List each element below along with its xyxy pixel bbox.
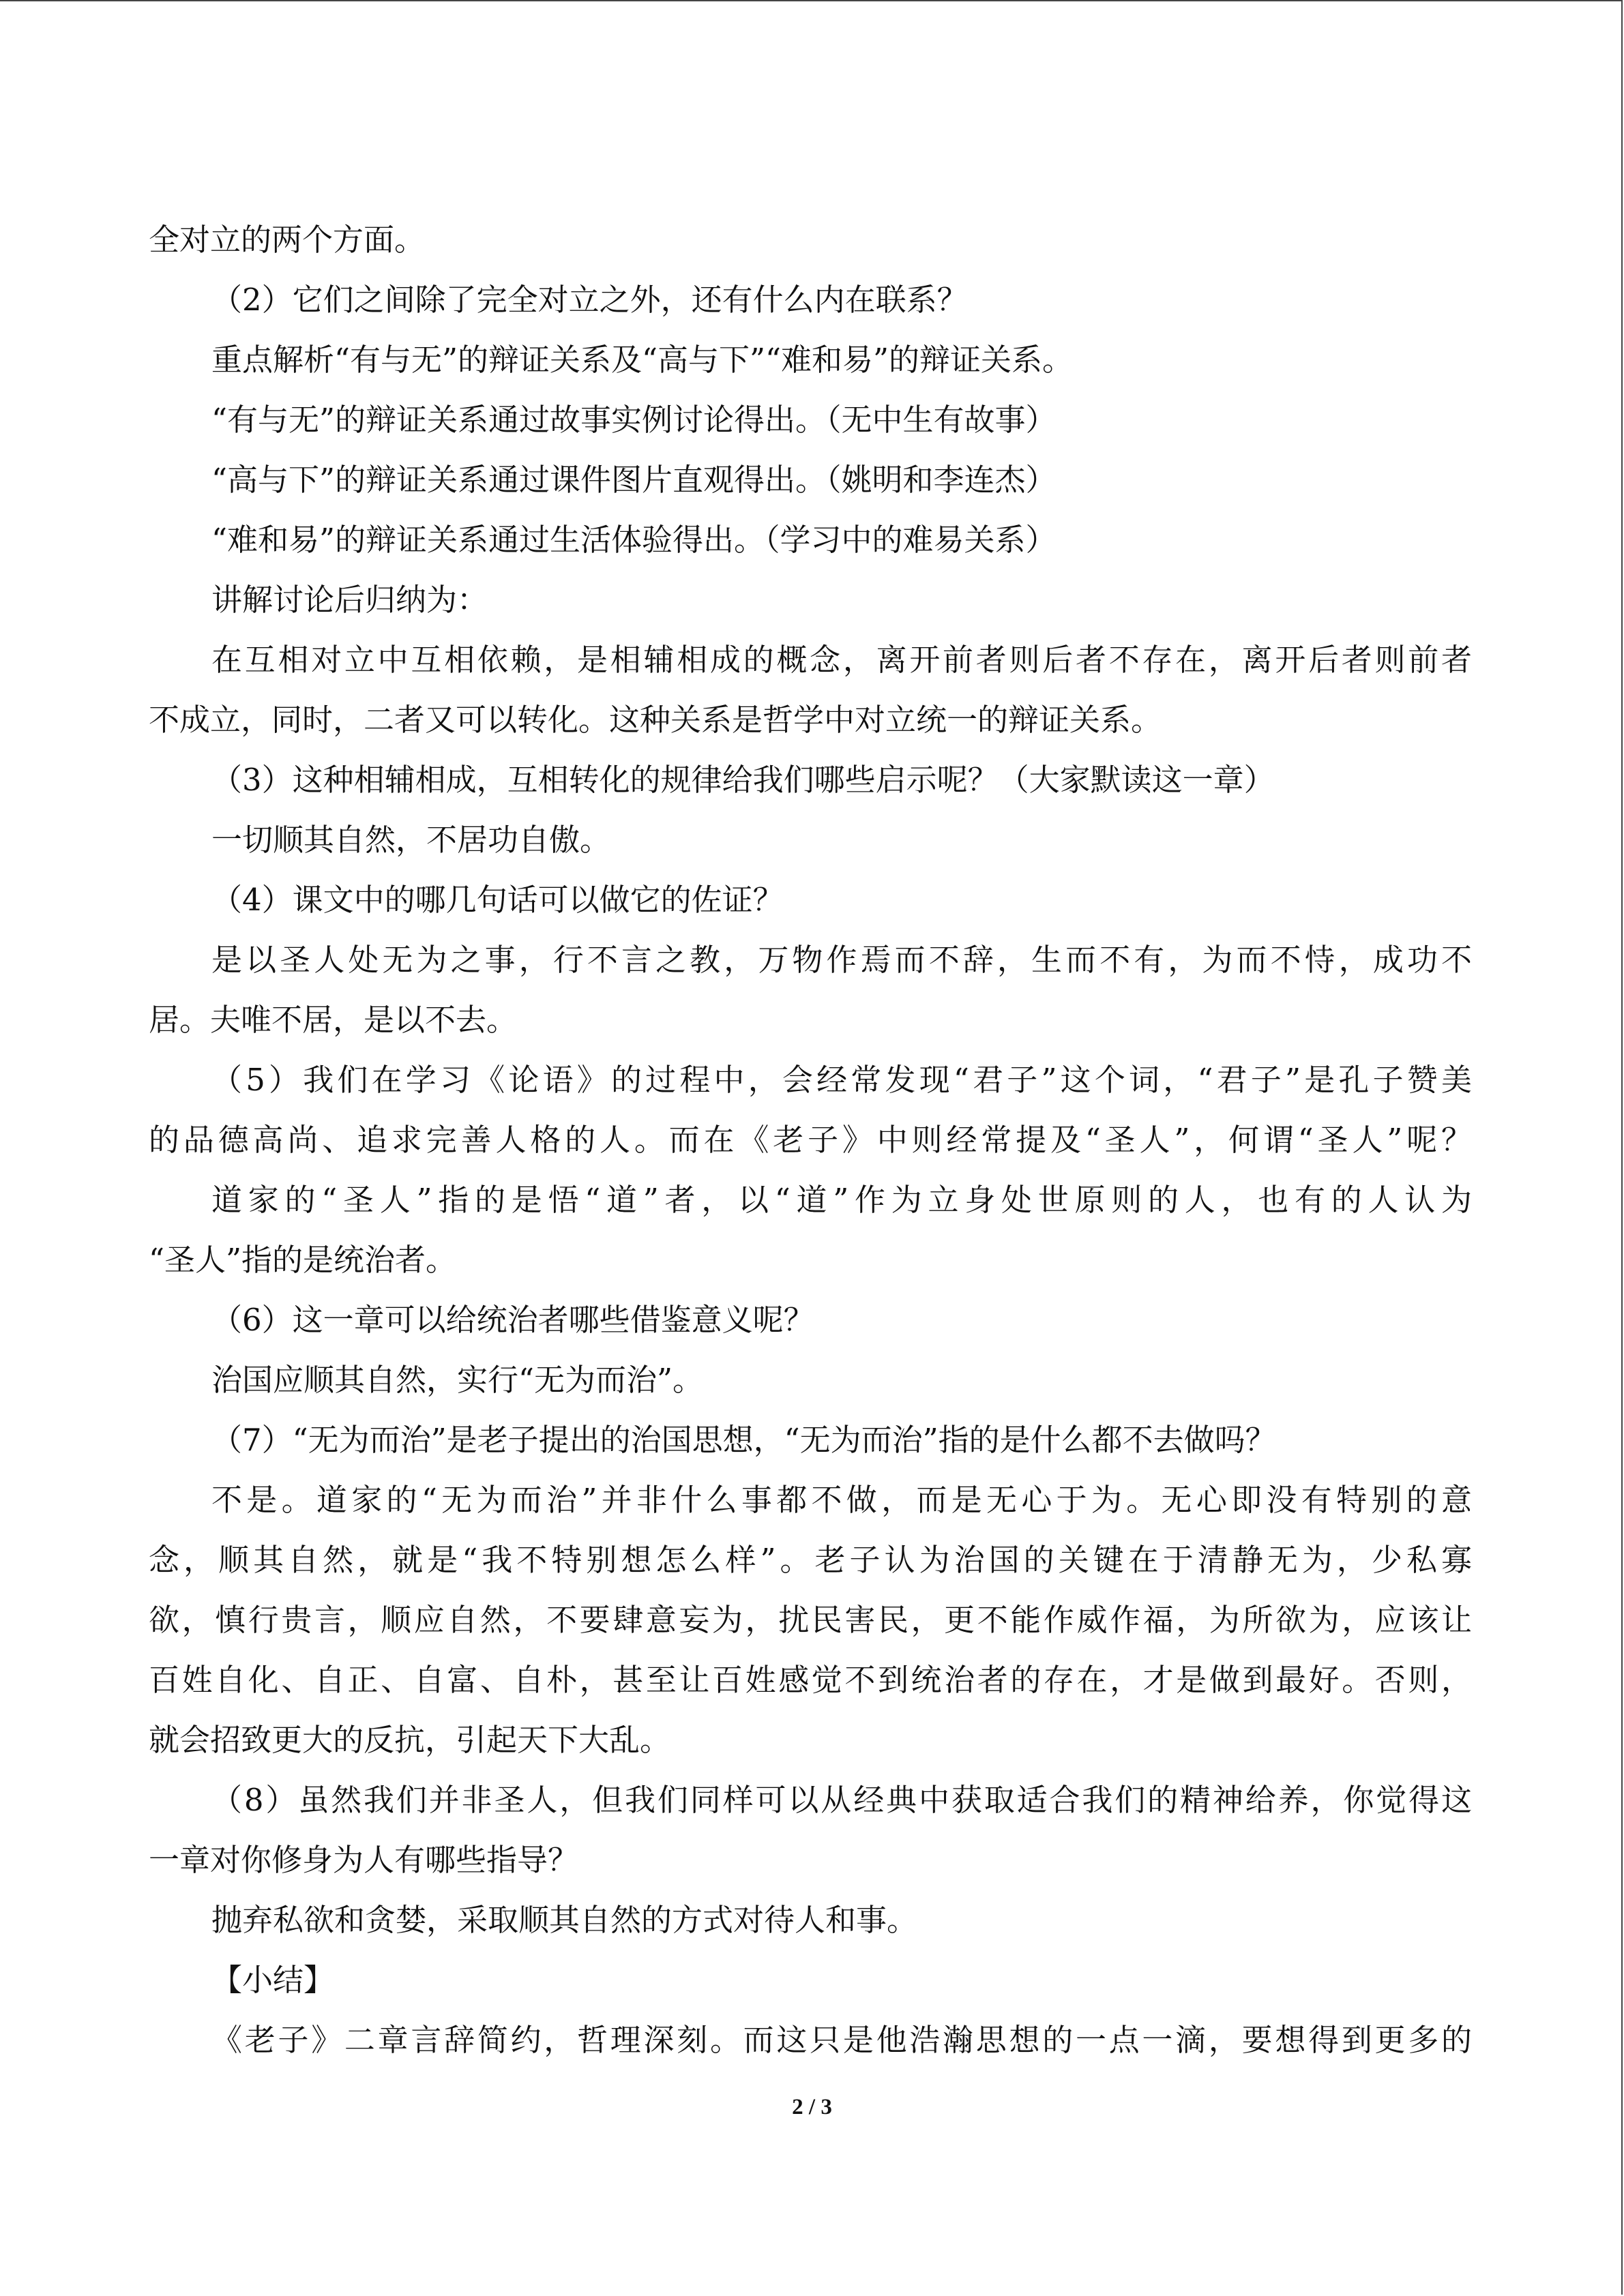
text-line: 道家的“圣人”指的是悟“道”者，以“道”作为立身处世原则的人，也有的人认为	[211, 1182, 1472, 1218]
text-line: 在互相对立中互相依赖，是相辅相成的概念，离开前者则后者不存在，离开后者则前者	[211, 642, 1472, 678]
text-line: 的品德高尚、追求完善人格的人。而在《老子》中则经常提及“圣人”，何谓“圣人”呢？	[149, 1122, 1472, 1158]
text-line: （7）“无为而治”是老子提出的治国思想，“无为而治”指的是什么都不去做吗？	[211, 1422, 1276, 1458]
text-line: “圣人”指的是统治者。	[149, 1242, 457, 1278]
text-line: （6）这一章可以给统治者哪些借鉴意义呢？	[211, 1302, 814, 1338]
page-number: 2 / 3	[792, 2095, 832, 2119]
text-line: 抛弃私欲和贪婪，采取顺其自然的方式对待人和事。	[211, 1902, 918, 1938]
text-line: 《老子》二章言辞简约，哲理深刻。而这只是他浩瀚思想的一点一滴，要想得到更多的	[211, 2022, 1472, 2058]
text-line: （8）虽然我们并非圣人，但我们同样可以从经典中获取适合我们的精神给养，你觉得这	[211, 1782, 1472, 1818]
text-line: “难和易”的辩证关系通过生活体验得出。（学习中的难易关系）	[211, 522, 1057, 558]
text-line: “有与无”的辩证关系通过故事实例讨论得出。（无中生有故事）	[211, 402, 1057, 438]
text-line: 不成立，同时，二者又可以转化。这种关系是哲学中对立统一的辩证关系。	[149, 702, 1162, 738]
text-line: 就会招致更大的反抗，引起天下大乱。	[149, 1722, 671, 1758]
text-line: 一切顺其自然，不居功自傲。	[211, 822, 611, 858]
text-line: 讲解讨论后归纳为：	[211, 582, 488, 618]
text-line: （2）它们之间除了完全对立之外，还有什么内在联系？	[211, 282, 968, 318]
section-heading: 【小结】	[211, 1962, 335, 1998]
text-line: “高与下”的辩证关系通过课件图片直观得出。（姚明和李连杰）	[211, 462, 1057, 498]
text-line: 欲，慎行贵言，顺应自然，不要肆意妄为，扰民害民，更不能作威作福，为所欲为，应该让	[149, 1602, 1472, 1638]
text-line: （4）课文中的哪几句话可以做它的佐证？	[211, 882, 784, 918]
text-line: （5）我们在学习《论语》的过程中，会经常发现“君子”这个词，“君子”是孔子赞美	[211, 1062, 1472, 1098]
text-line: （3）这种相辅相成，互相转化的规律给我们哪些启示呢？（大家默读这一章）	[211, 762, 1275, 798]
text-line: 不是。道家的“无为而治”并非什么事都不做，而是无心于为。无心即没有特别的意	[211, 1482, 1472, 1518]
text-line: 治国应顺其自然，实行“无为而治”。	[211, 1362, 704, 1398]
text-line: 念，顺其自然，就是“我不特别想怎么样”。老子认为治国的关键在于清静无为，少私寡	[149, 1542, 1472, 1578]
text-line: 居。夫唯不居，是以不去。	[149, 1002, 518, 1038]
text-line: 百姓自化、自正、自富、自朴，甚至让百姓感觉不到统治者的存在，才是做到最好。否则，	[149, 1662, 1472, 1698]
document-body	[149, 210, 1472, 2070]
text-line: 一章对你修身为人有哪些指导？	[149, 1842, 579, 1878]
text-line: 重点解析“有与无”的辩证关系及“高与下”“难和易”的辩证关系。	[211, 342, 1074, 378]
text-line: 全对立的两个方面。	[149, 222, 426, 258]
text-line: 是以圣人处无为之事，行不言之教，万物作焉而不辞，生而不有，为而不恃，成功不	[211, 942, 1472, 978]
